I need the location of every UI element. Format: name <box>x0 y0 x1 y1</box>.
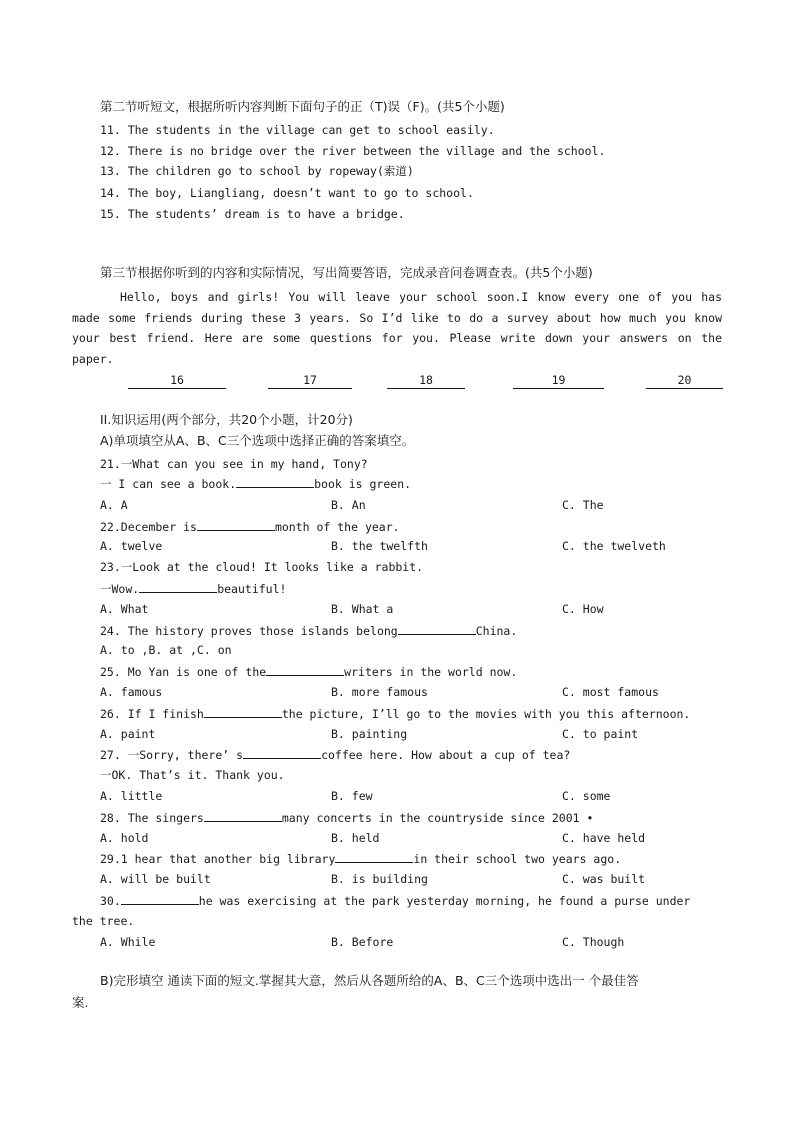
answer-blank-18[interactable]: 18 <box>387 372 465 389</box>
q27-stem <box>100 746 570 763</box>
q25-option-b[interactable]: B. more famous <box>331 685 428 699</box>
q21-line2-post: book is green. <box>314 477 412 491</box>
q30-option-b[interactable]: B. Before <box>331 935 394 949</box>
q24-blank[interactable] <box>398 622 476 635</box>
answer-blank-17[interactable]: 17 <box>268 372 352 389</box>
q23-line2 <box>100 580 286 597</box>
q27-option-c[interactable]: C. some <box>562 789 611 803</box>
q21-option-c[interactable]: C. The <box>562 498 604 512</box>
section3-passage <box>72 287 722 370</box>
subB-line1: B)完形填空 通读下面的短文.掌握其大意，然后从各题所给的A、B、C三个选项中选出一 个最佳答 <box>100 973 639 988</box>
q30-option-a[interactable]: A. While <box>100 935 156 949</box>
q29-option-a[interactable]: A. will be built <box>100 872 211 886</box>
q25-post: writers in the world now. <box>344 665 518 679</box>
q27-option-b[interactable]: B. few <box>331 789 373 803</box>
passage-text: Hello, boys and girls! You will leave your school soon.I know every one of you has made some friends during these 3 years. So I’d like to do a survey about how much you know your best friend. Here are some questions for you. Please write down your answers on the paper. <box>72 290 722 367</box>
q28-option-a[interactable]: A. hold <box>100 831 149 845</box>
q30-pre: 30. <box>100 894 121 908</box>
q23-option-b[interactable]: B. What a <box>331 602 394 616</box>
answer-blank-20[interactable]: 20 <box>646 372 723 389</box>
q23-option-c[interactable]: C. How <box>562 602 604 616</box>
q29-option-c[interactable]: C. was built <box>562 872 646 886</box>
q23-blank[interactable] <box>139 580 217 593</box>
section3-heading: 第三节根据你听到的内容和实际情况，写出简要答语，完成录音问卷调查表。(共5个小题) <box>100 265 593 280</box>
q26-post: the picture, I’ll go to the movies with you this afternoon. <box>281 707 691 721</box>
q22-blank[interactable] <box>197 518 275 531</box>
q26-pre: 26. If I finish <box>100 707 204 721</box>
q28-option-c[interactable]: C. have held <box>562 831 646 845</box>
q21-stem: 21.一What can you see in my hand, Tony? <box>100 457 368 471</box>
q22-post: month of the year. <box>274 520 400 534</box>
q29-option-b[interactable]: B. is building <box>331 872 428 886</box>
answer-blank-16[interactable]: 16 <box>128 372 226 389</box>
q28-stem <box>100 809 593 826</box>
q30-blank[interactable] <box>121 892 199 905</box>
q25-stem <box>100 663 517 680</box>
q26-stem <box>100 705 690 722</box>
part2-heading: II.知识运用(两个部分，共20个小题，计20分) <box>100 412 353 427</box>
q26-option-b[interactable]: B. painting <box>331 727 408 741</box>
q25-option-c[interactable]: C. most famous <box>562 685 659 699</box>
q30-stem <box>100 892 690 909</box>
q21-line2 <box>100 475 411 492</box>
q28-blank[interactable] <box>204 809 282 822</box>
q21-option-b[interactable]: B. An <box>331 498 366 512</box>
q21-blank[interactable] <box>236 475 314 488</box>
q27-pre: 27. 一Sorry, there’ s <box>100 748 244 762</box>
q22-option-c[interactable]: C. the twelveth <box>562 539 666 553</box>
q29-stem <box>100 850 621 867</box>
q29-pre: 29.1 hear that another big library <box>100 852 336 866</box>
q27-post: coffee here. How about a cup of tea? <box>321 748 571 762</box>
section2-heading: 第二节听短文，根据所听内容判断下面句子的正（T)误（F)。(共5个小题) <box>100 99 505 114</box>
section2-item-14: 14. The boy, Liangliang, doesn’t want to go to school. <box>100 186 474 200</box>
q26-option-a[interactable]: A. paint <box>100 727 156 741</box>
q22-option-a[interactable]: A. twelve <box>100 539 163 553</box>
q22-pre: 22.December is <box>100 520 197 534</box>
subB-line2: 案. <box>72 995 89 1010</box>
q24-pre: 24. The history proves those islands belong <box>100 624 398 638</box>
q29-post: in their school two years ago. <box>413 852 622 866</box>
q26-option-c[interactable]: C. to paint <box>562 727 639 741</box>
q23-stem: 23.一Look at the cloud! It looks like a rabbit. <box>100 560 424 574</box>
q25-option-a[interactable]: A. famous <box>100 685 163 699</box>
section2-item-11: 11. The students in the village can get to school easily. <box>100 123 495 137</box>
q29-blank[interactable] <box>335 850 413 863</box>
q22-stem <box>100 518 400 535</box>
q27-option-a[interactable]: A. little <box>100 789 163 803</box>
q23-line2-post: beautiful! <box>217 582 287 596</box>
q28-pre: 28. The singers <box>100 811 204 825</box>
q30-line2: the tree. <box>72 914 135 928</box>
q28-option-b[interactable]: B. held <box>331 831 380 845</box>
q30-option-c[interactable]: C. Though <box>562 935 625 949</box>
answer-blank-19[interactable]: 19 <box>513 372 604 389</box>
q26-blank[interactable] <box>204 705 282 718</box>
q25-blank[interactable] <box>266 663 344 676</box>
q22-option-b[interactable]: B. the twelfth <box>331 539 428 553</box>
q21-option-a[interactable]: A. A <box>100 498 128 512</box>
q27-blank[interactable] <box>243 746 321 759</box>
q27-line2: 一OK. That’s it. Thank you. <box>100 768 285 782</box>
section2-item-13: 13. The children go to school by ropeway(索道) <box>100 164 414 178</box>
part2-subA: A)单项填空从A、B、C三个选项中选择正确的答案填空。 <box>100 433 415 448</box>
q24-post: China. <box>475 624 518 638</box>
q28-post: many concerts in the countryside since 2001 • <box>281 811 594 825</box>
q23-line2-pre: 一Wow. <box>100 582 140 596</box>
q24-options[interactable]: A. to ,B. at ,C. on <box>100 643 232 657</box>
q25-pre: 25. Mo Yan is one of the <box>100 665 267 679</box>
q24-stem <box>100 622 517 639</box>
section2-item-12: 12. There is no bridge over the river between the village and the school. <box>100 144 606 158</box>
section2-item-15: 15. The students’ dream is to have a bridge. <box>100 207 405 221</box>
q30-post: he was exercising at the park yesterday morning, he found a purse under <box>198 894 691 908</box>
q21-line2-pre: 一 I can see a book. <box>100 477 237 491</box>
q23-option-a[interactable]: A. What <box>100 602 149 616</box>
